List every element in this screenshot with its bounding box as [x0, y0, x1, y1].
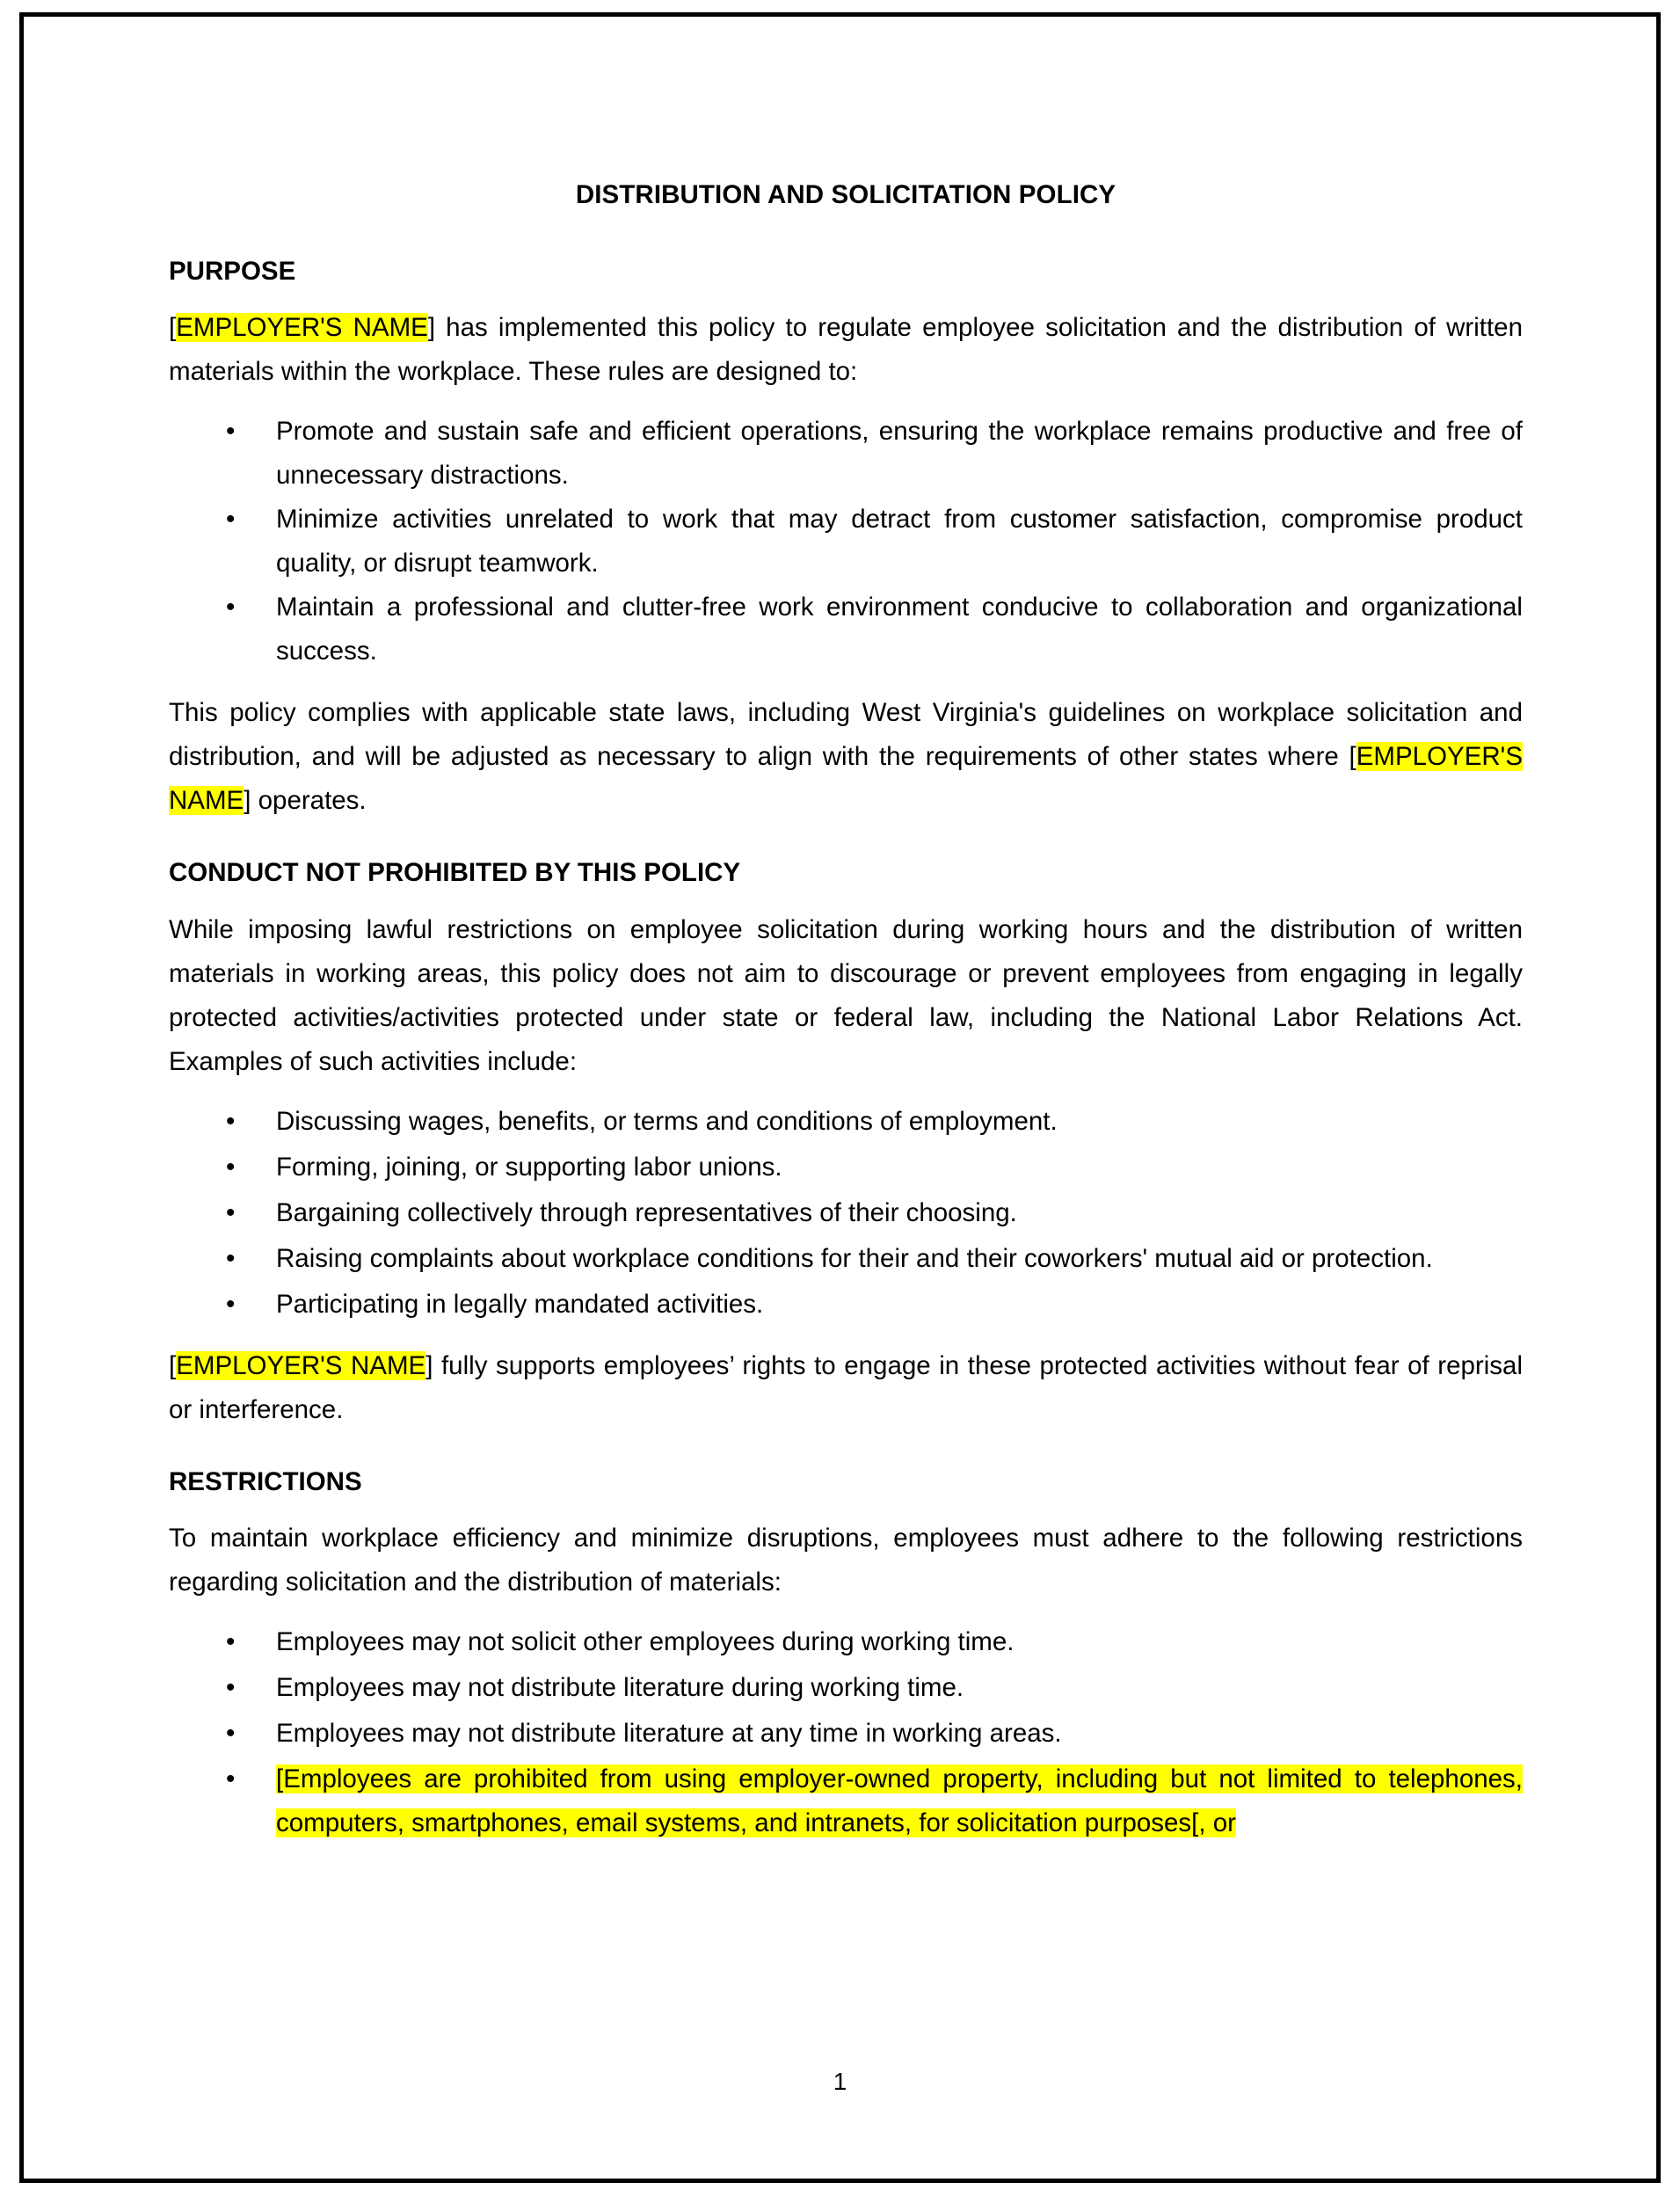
list-item-text: Participating in legally mandated activities.	[276, 1289, 764, 1319]
list-item	[169, 1100, 1523, 1144]
spacer	[169, 1084, 1523, 1100]
restrictions-bullet-list	[169, 1620, 1523, 1845]
spacer	[169, 823, 1523, 856]
spacer	[169, 1604, 1523, 1620]
document-page	[19, 12, 1661, 2183]
list-item	[169, 1146, 1523, 1189]
list-item-text: Raising complaints about workplace conditions for their and their coworkers' mutual aid or protection.	[276, 1243, 1433, 1273]
bullet-icon: •	[226, 1764, 236, 1793]
list-item	[169, 1191, 1523, 1235]
bullet-icon: •	[226, 1289, 236, 1319]
bullet-icon: •	[226, 1152, 236, 1182]
bullet-icon: •	[226, 1243, 236, 1273]
compliance-text-after: ] operates.	[244, 786, 367, 816]
conduct-closing-text: ] fully supports employees’ rights to engage in these protected activities without fear of reprisal or interference.	[169, 1350, 1523, 1424]
bullet-icon: •	[226, 1718, 236, 1748]
spacer	[169, 891, 1523, 908]
list-item	[169, 1283, 1523, 1327]
list-item-text: Minimize activities unrelated to work that may detract from customer satisfaction, compromise product quality, or disrupt teamwork.	[276, 505, 1523, 578]
list-item	[169, 586, 1523, 673]
spacer	[169, 1432, 1523, 1466]
open-bracket: [	[169, 313, 177, 343]
list-item-text: Employees may not distribute literature at any time in working areas.	[276, 1718, 1062, 1748]
compliance-paragraph	[169, 691, 1523, 823]
spacer	[169, 212, 1523, 255]
spacer	[169, 673, 1523, 691]
purpose-bullet-list	[169, 410, 1523, 673]
list-item	[169, 1712, 1523, 1756]
restrictions-intro-paragraph: To maintain workplace efficiency and minimize disruptions, employees must adhere to the following restrictions regarding solicitation and the distribution of materials:	[169, 1523, 1523, 1597]
employer-name-placeholder: EMPLOYER'S NAME	[169, 742, 1523, 816]
list-item	[169, 1666, 1523, 1710]
list-item	[169, 410, 1523, 498]
bullet-icon: •	[226, 593, 236, 622]
conduct-intro-paragraph: While imposing lawful restrictions on employee solicitation during working hours and the distribution of written materials in working areas, this policy does not aim to discourage or prevent employees from engaging in legally protected activities/activities protected under state or federal law, including the National Labor Relations Act. Examples of such activities include:	[169, 914, 1523, 1076]
spacer	[169, 1499, 1523, 1517]
employer-name-placeholder: EMPLOYER'S NAME	[176, 1350, 426, 1380]
list-item-text: Employees may not distribute literature during working time.	[276, 1672, 964, 1702]
list-item	[169, 1237, 1523, 1281]
purpose-intro-paragraph	[169, 306, 1523, 394]
conduct-closing-paragraph	[169, 1344, 1523, 1432]
spacer	[169, 394, 1523, 410]
employer-name-placeholder: EMPLOYER'S NAME	[176, 313, 428, 343]
protected-activities-bullet-list	[169, 1100, 1523, 1327]
spacer	[169, 1327, 1523, 1344]
bullet-icon: •	[226, 1672, 236, 1702]
page-number: 1	[833, 2068, 847, 2095]
open-bracket: [	[169, 1350, 177, 1380]
list-item-text: Promote and sustain safe and efficient operations, ensuring the workplace remains productive and free of unnecessary distractions.	[276, 417, 1523, 491]
page-content	[169, 17, 1523, 2179]
bullet-icon: •	[226, 1197, 236, 1227]
purpose-intro-text: ] has implemented this policy to regulate employee solicitation and the distribution of written materials within the workplace. These rules are designed to:	[169, 313, 1523, 387]
page-title: DISTRIBUTION AND SOLICITATION POLICY	[575, 180, 1116, 209]
highlighted-restriction-text: [Employees are prohibited from using employer-owned property, including but not limited to telephones, computers, smartphones, email systems, and intranets, for solicitation purposes[, or	[276, 1764, 1523, 1837]
list-item-text: Maintain a professional and clutter-free work environment conducive to collaboration and organizational success.	[276, 593, 1523, 666]
bullet-icon: •	[226, 1626, 236, 1656]
list-item-text: Discussing wages, benefits, or terms and conditions of employment.	[276, 1106, 1058, 1136]
list-item-text: Forming, joining, or supporting labor unions.	[276, 1152, 782, 1182]
bullet-icon: •	[226, 417, 236, 447]
compliance-text-before: This policy complies with applicable state laws, including West Virginia's guidelines on workplace solicitation and distribution, and will be adjusted as necessary to align with the requirements of other states where [	[169, 698, 1523, 772]
section-heading-purpose: PURPOSE	[169, 256, 296, 286]
list-item-highlighted	[169, 1757, 1523, 1845]
list-item-text: Bargaining collectively through representatives of their choosing.	[276, 1197, 1017, 1227]
list-item	[169, 1620, 1523, 1664]
bullet-icon: •	[226, 1106, 236, 1136]
spacer	[169, 288, 1523, 306]
bullet-icon: •	[226, 505, 236, 535]
section-heading-conduct-not-prohibited: CONDUCT NOT PROHIBITED BY THIS POLICY	[169, 858, 741, 888]
list-item	[169, 498, 1523, 586]
list-item-text: Employees may not solicit other employees during working time.	[276, 1626, 1015, 1656]
section-heading-restrictions: RESTRICTIONS	[169, 1466, 362, 1496]
